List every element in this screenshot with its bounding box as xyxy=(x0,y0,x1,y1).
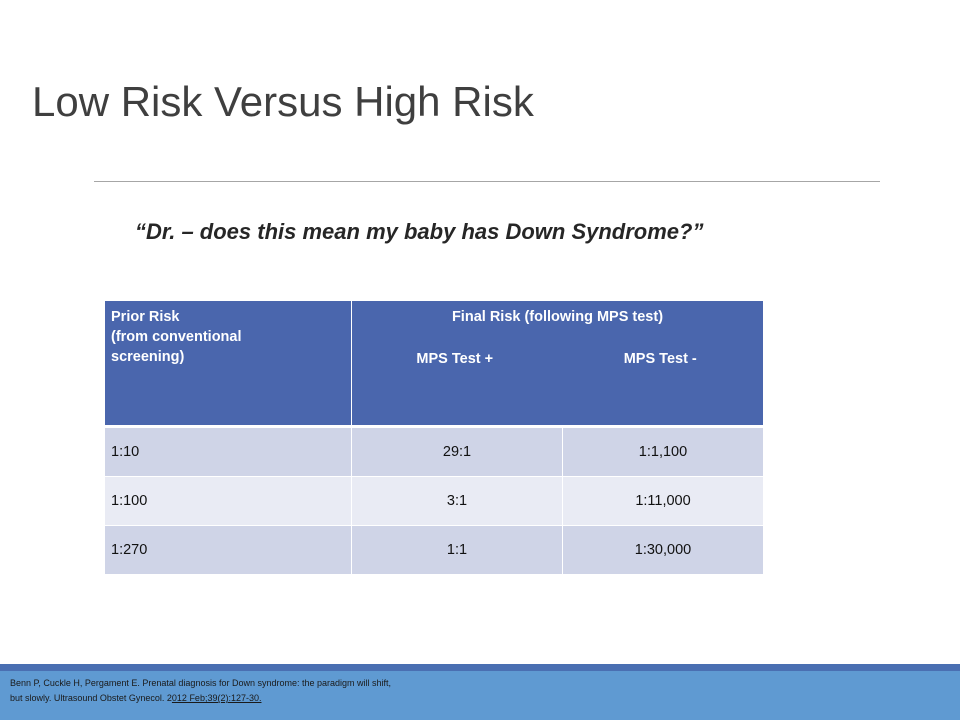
cell-mps-negative: 1:1,100 xyxy=(563,427,764,477)
table-header-row xyxy=(105,301,764,427)
title-divider xyxy=(94,181,880,182)
cell-mps-positive: 1:1 xyxy=(352,526,563,575)
table-row xyxy=(105,427,764,477)
cell-mps-positive: 3:1 xyxy=(352,477,563,526)
citation-line-1: Benn P, Cuckle H, Pergament E. Prenatal diagnosis for Down syndrome: the paradigm will shift, xyxy=(10,678,392,688)
header-prior-line1: Prior Risk xyxy=(111,309,180,325)
cell-mps-negative: 1:11,000 xyxy=(563,477,764,526)
cell-prior-risk: 1:100 xyxy=(105,477,352,526)
table-row xyxy=(105,526,764,575)
header-mps-positive: MPS Test + xyxy=(416,351,494,367)
footer-accent-bar xyxy=(0,664,960,671)
table-row xyxy=(105,477,764,526)
citation-line-2 xyxy=(10,691,391,706)
cell-mps-negative: 1:30,000 xyxy=(563,526,764,575)
citation xyxy=(10,676,391,706)
header-final-risk xyxy=(352,301,764,427)
footer-bar xyxy=(0,671,960,720)
citation-link[interactable]: 012 Feb;39(2):127-30. xyxy=(171,693,262,703)
cell-prior-risk: 1:10 xyxy=(105,427,352,477)
cell-prior-risk: 1:270 xyxy=(105,526,352,575)
slide-quote: “Dr. – does this mean my baby has Down Syndrome?” xyxy=(135,219,704,244)
slide-title: Low Risk Versus High Risk xyxy=(32,78,534,125)
cell-mps-positive: 29:1 xyxy=(352,427,563,477)
citation-text: but slowly. Ultrasound Obstet Gynecol. 2 xyxy=(10,693,172,703)
header-prior-line2: (from conventional xyxy=(111,329,242,345)
header-prior-line3: screening) xyxy=(111,349,185,365)
header-prior-risk xyxy=(105,301,352,427)
risk-table xyxy=(104,300,764,575)
header-final-title: Final Risk (following MPS test) xyxy=(451,309,664,325)
header-mps-negative: MPS Test - xyxy=(623,351,697,367)
